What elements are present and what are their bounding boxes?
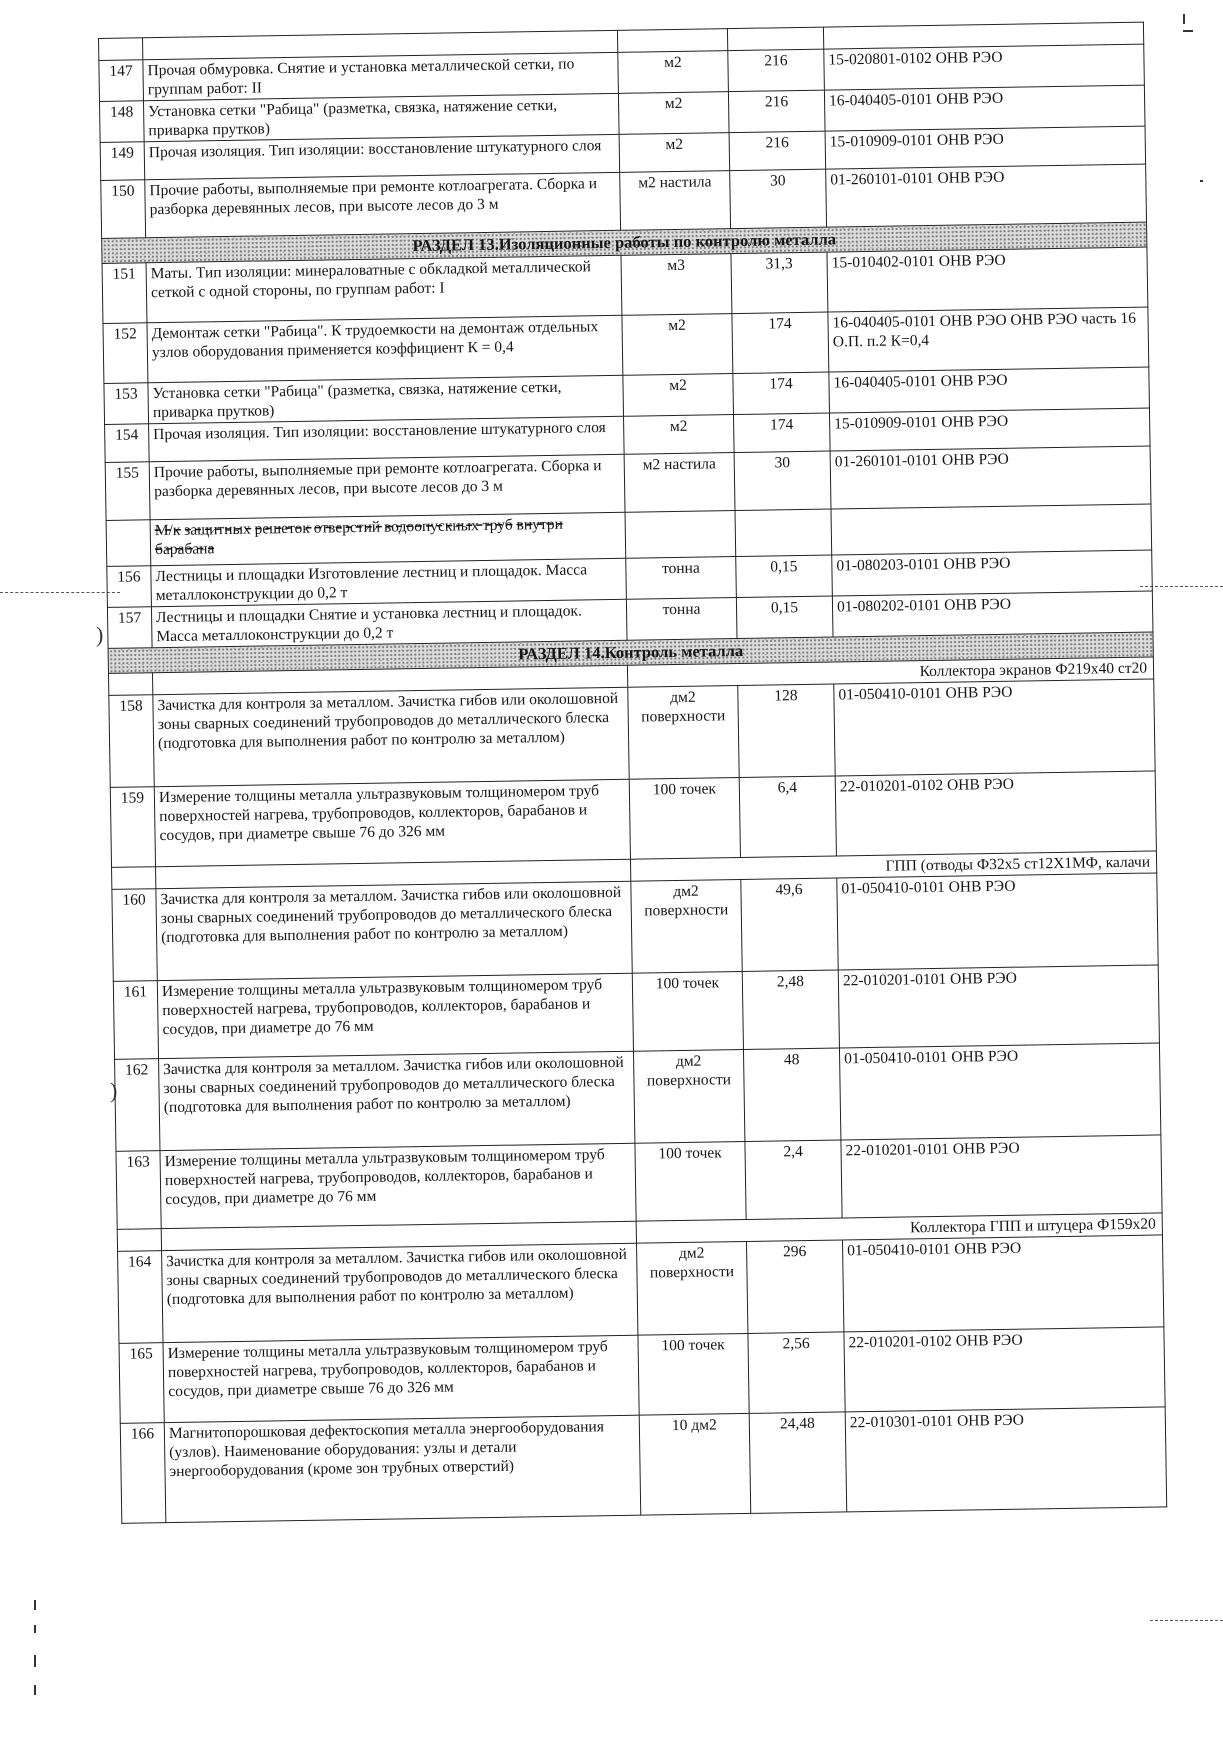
row-code: 01-080203-0101 ОНВ РЭО: [832, 550, 1153, 596]
row-code: 15-010909-0101 ОНВ РЭО: [825, 126, 1146, 169]
scan-edge-mark: [1200, 180, 1203, 182]
row-code: 22-010201-0101 ОНВ РЭО: [838, 965, 1159, 1048]
row-number: 161: [113, 981, 158, 1060]
row-unit: м2: [623, 374, 734, 417]
row-number: 156: [107, 566, 152, 608]
row-number: 159: [110, 787, 155, 868]
row-quantity: 2,4: [745, 1140, 842, 1219]
row-description: Измерение толщины металла ультразвуковым толщиномером труб поверхностей нагрева, трубопроводов, коллекторов, барабанов и сосудов, при диаметре до 76 мм: [160, 1143, 636, 1228]
scan-edge-mark: [34, 1625, 36, 1633]
row-unit: м3: [621, 254, 732, 316]
row-quantity: 31,3: [731, 252, 828, 314]
row-quantity: 2,56: [748, 1332, 845, 1413]
row-number: 151: [102, 263, 147, 324]
row-description: Лестницы и площадки Снятие и установка лестниц и площадок. Масса металлоконструкции до 0,2 т: [151, 599, 627, 647]
row-unit: тонна: [626, 598, 737, 641]
row-number: 158: [109, 695, 154, 788]
table-row: [118, 1235, 1164, 1343]
row-description: Магнитопорошковая дефектоскопия металла энергооборудования (узлов). Наименование оборудования: узлы и детали энергооборудования (кроме зон трубных отверстий): [164, 1415, 641, 1522]
row-number: 148: [99, 101, 144, 143]
row-unit: 100 точек: [635, 1141, 746, 1221]
row-quantity: 0,15: [736, 555, 833, 598]
row-unit: м2: [619, 133, 730, 173]
table-row: [112, 873, 1158, 981]
cell: [106, 520, 151, 567]
row-description: Прочие работы, выполняемые при ремонте котлоагрегата. Сборка и разборка деревянных лесов, при высоте лесов до 3 м: [149, 454, 625, 519]
row-quantity: 48: [743, 1048, 840, 1141]
scan-edge-mark: [1183, 14, 1185, 24]
row-description: Зачистка для контроля за металлом. Зачистка гибов или околошовной зоны сварных соединений трубопроводов до металлического блеска (подготовка для выполнения работ по контролю за металлом): [162, 1243, 638, 1342]
row-code: 15-020801-0102 ОНВ РЭО: [824, 44, 1145, 90]
row-number: 153: [104, 383, 149, 425]
scan-edge-mark: [34, 1655, 36, 1667]
cell: [112, 867, 156, 890]
row-number: 150: [101, 180, 146, 239]
row-number: 149: [100, 142, 145, 181]
row-code: 15-010909-0101 ОНВ РЭО: [829, 408, 1150, 451]
scan-bracket-mark: ): [96, 622, 104, 647]
row-unit: 100 точек: [629, 778, 740, 860]
row-unit: дм2 поверхности: [633, 1049, 744, 1143]
row-description: Демонтаж сетки "Рабица". К трудоемкости на демонтаж отдельных узлов оборудования применяется коэффициент К = 0,4: [147, 315, 623, 382]
row-unit: дм2 поверхности: [636, 1241, 747, 1335]
row-quantity: 2,48: [742, 970, 839, 1049]
row-number: 162: [115, 1059, 160, 1152]
group-heading: ГПП (отводы Ф32х5 ст12Х1МФ, калачи: [630, 851, 1156, 881]
row-unit: 10 дм2: [639, 1413, 751, 1515]
row-description: Установка сетки "Рабица" (разметка, связка, натяжение сетки, приварка прутков): [143, 93, 619, 141]
group-heading: Коллектора ГПП и штуцера Ф159х20: [636, 1213, 1162, 1243]
section-title: РАЗДЕЛ 14.Контроль металла: [108, 632, 1153, 673]
row-code: 16-040405-0101 ОНВ РЭО ОНВ РЭО часть 16 О.П. п.2 К=0,4: [828, 307, 1149, 372]
row-number: 155: [105, 462, 150, 521]
estimate-table: [98, 22, 1167, 1524]
row-code: 01-080202-0101 ОНВ РЭО: [832, 591, 1153, 637]
row-unit: 100 точек: [638, 1333, 749, 1415]
row-description: Лестницы и площадки Изготовление лестниц и площадок. Масса металлоконструкции до 0,2 т: [151, 558, 627, 606]
row-number: 147: [99, 60, 144, 102]
row-quantity: 174: [732, 312, 829, 374]
cell: [108, 673, 152, 696]
row-quantity: 174: [733, 413, 830, 453]
row-description: Измерение толщины металла ультразвуковым толщиномером труб поверхностей нагрева, трубопроводов, коллекторов, барабанов и сосудов, при диаметре свыше 76 до 326 мм: [154, 779, 630, 866]
row-number: 164: [118, 1251, 163, 1344]
row-unit: м2 настила: [620, 171, 731, 231]
row-number: 152: [103, 323, 148, 384]
table-row: [109, 679, 1155, 787]
row-quantity: 216: [728, 49, 825, 92]
row-unit: дм2 поверхности: [631, 880, 742, 974]
row-number: 160: [112, 889, 157, 982]
estimate-table-body: [99, 22, 1167, 1523]
row-quantity: 49,6: [741, 878, 838, 971]
scan-dashed-line: [0, 592, 120, 593]
row-description: Измерение толщины металла ультразвуковым толщиномером труб поверхностей нагрева, трубопроводов, коллекторов, барабанов и сосудов, при диаметре до 76 мм: [157, 973, 633, 1058]
row-quantity: 216: [729, 131, 826, 171]
row-description: Зачистка для контроля за металлом. Зачистка гибов или околошовной зоны сварных соединений трубопроводов до металлического блеска (подготовка для выполнения работ по контролю за металлом): [156, 881, 632, 980]
section-title: РАЗДЕЛ 13.Изоляционные работы по контролю металла: [102, 222, 1147, 263]
row-unit: дм2 поверхности: [628, 686, 739, 780]
cell: [735, 509, 832, 557]
row-quantity: 296: [746, 1240, 843, 1333]
cell: [727, 27, 823, 51]
scan-edge-mark: [34, 1600, 36, 1610]
row-description: Зачистка для контроля за металлом. Зачистка гибов или околошовной зоны сварных соединений трубопроводов до металлического блеска (подготовка для выполнения работ по контролю за металлом): [153, 687, 629, 786]
scanned-page: [98, 22, 1168, 1613]
row-description: Установка сетки "Рабица" (разметка, связка, натяжение сетки, приварка прутков): [148, 375, 624, 423]
row-code: 22-010201-0102 ОНВ РЭО: [835, 771, 1156, 856]
cell: [99, 38, 143, 61]
row-description: Зачистка для контроля за металлом. Зачистка гибов или околошовной зоны сварных соединений трубопроводов до металлического блеска (подготовка для выполнения работ по контролю за металлом): [159, 1051, 635, 1150]
row-code: 15-010402-0101 ОНВ РЭО: [827, 247, 1148, 312]
row-code: 01-050410-0101 ОНВ РЭО: [839, 1043, 1160, 1140]
row-code: 16-040405-0101 ОНВ РЭО: [829, 367, 1150, 413]
table-row: [115, 1043, 1161, 1151]
row-unit: м2: [624, 415, 735, 455]
row-quantity: 30: [730, 169, 827, 229]
row-description: Маты. Тип изоляции: минераловатные с обкладкой металлической сеткой с одной стороны, по группам работ: I: [146, 255, 622, 322]
row-code: 01-050410-0101 ОНВ РЭО: [837, 873, 1158, 970]
row-quantity: 128: [738, 684, 835, 777]
row-unit: м2: [618, 51, 729, 94]
row-quantity: 24,48: [749, 1412, 847, 1513]
row-description: Прочая изоляция. Тип изоляции: восстановление штукатурного слоя: [149, 416, 625, 461]
row-unit: тонна: [626, 557, 737, 600]
table-row: [120, 1407, 1166, 1523]
row-quantity: 216: [728, 90, 825, 133]
row-code: 01-050410-0101 ОНВ РЭО: [842, 1235, 1163, 1332]
row-number: 157: [107, 607, 152, 649]
subheading-text: М/к защитных решеток отверстий водоопускных труб внутри барабана: [150, 512, 626, 565]
row-quantity: 0,15: [736, 596, 833, 639]
row-number: 163: [116, 1151, 161, 1230]
row-number: 165: [119, 1343, 164, 1424]
row-code: 16-040405-0101 ОНВ РЭО: [824, 85, 1145, 131]
row-description: Прочие работы, выполняемые при ремонте котлоагрегата. Сборка и разборка деревянных лесов, при высоте лесов до 3 м: [145, 172, 621, 237]
scan-dashed-line: [1150, 1620, 1223, 1621]
row-unit: м2: [622, 314, 733, 376]
scan-edge-mark: [1183, 30, 1193, 32]
cell: [831, 504, 1152, 555]
cell: [625, 511, 736, 559]
row-unit: м2: [618, 92, 729, 135]
row-code: 22-010201-0102 ОНВ РЭО: [844, 1327, 1165, 1412]
row-code: 01-260101-0101 ОНВ РЭО: [830, 446, 1151, 509]
scan-edge-mark: [34, 1685, 36, 1695]
row-quantity: 6,4: [739, 776, 836, 857]
cell: [117, 1229, 161, 1252]
row-unit: 100 точек: [632, 971, 743, 1051]
group-heading: Коллектора экранов Ф219х40 ст20: [627, 657, 1153, 687]
scan-bracket-mark: ): [110, 1078, 118, 1103]
row-code: 22-010301-0101 ОНВ РЭО: [845, 1407, 1167, 1512]
row-quantity: 30: [734, 451, 831, 511]
row-code: 22-010201-0101 ОНВ РЭО: [841, 1135, 1162, 1218]
row-number: 166: [120, 1423, 166, 1524]
row-description: Прочая обмуровка. Снятие и установка металлической сетки, по группам работ: II: [143, 52, 619, 100]
row-quantity: 174: [733, 372, 830, 415]
row-unit: м2 настила: [624, 453, 735, 513]
cell: [617, 29, 727, 53]
row-number: 154: [105, 424, 150, 463]
row-code: 01-260101-0101 ОНВ РЭО: [826, 164, 1147, 227]
row-code: 01-050410-0101 ОНВ РЭО: [834, 679, 1155, 776]
row-description: Прочая изоляция. Тип изоляции: восстановление штукатурного слоя: [144, 134, 620, 179]
row-description: Измерение толщины металла ультразвуковым толщиномером труб поверхностей нагрева, трубопроводов, коллекторов, барабанов и сосудов, при диаметре свыше 76 до 326 мм: [163, 1335, 639, 1422]
